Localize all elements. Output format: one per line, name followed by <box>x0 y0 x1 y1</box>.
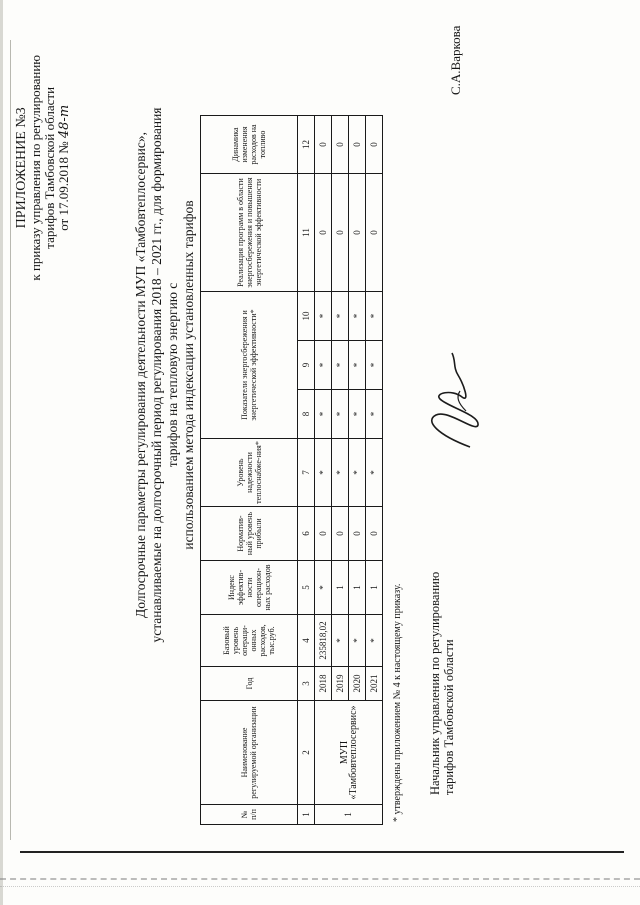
order-date: от 17.09.2018 № <box>56 141 71 231</box>
cell-profit: 0 <box>315 507 332 561</box>
cell-base: * <box>332 615 349 667</box>
appendix-header <box>15 55 72 281</box>
cell-energy-8: * <box>315 390 332 439</box>
signer-position-line-2: тарифов Тамбовской области <box>442 639 456 795</box>
title-line-3: использованием метода индексации установленных тарифов <box>181 200 196 550</box>
cell-fuel: 0 <box>315 116 332 174</box>
header-org: Наименование регулируемой организации <box>201 701 298 805</box>
cell-energy-9: * <box>315 341 332 390</box>
col-number: 9 <box>298 341 315 390</box>
cell-profit: 0 <box>332 507 349 561</box>
header-index: Индекс эффектив-ности операцион-ных расходов <box>201 561 298 615</box>
col-number: 11 <box>298 174 315 292</box>
cell-energy-10: * <box>366 292 383 341</box>
cell-program: 0 <box>315 174 332 292</box>
signer-position-line-1: Начальник управления по регулированию <box>428 571 442 795</box>
col-number: 7 <box>298 439 315 507</box>
scan-noise <box>0 878 640 880</box>
appendix-line-3 <box>57 55 72 281</box>
cell-energy-8: * <box>366 390 383 439</box>
header-program: Реализация программ в области энергосбережения и повышения энергетической эффективности <box>201 174 298 292</box>
cell-energy-10: * <box>332 292 349 341</box>
cell-profit: 0 <box>366 507 383 561</box>
cell-energy-9: * <box>366 341 383 390</box>
table-row <box>315 116 332 825</box>
cell-energy-8: * <box>332 390 349 439</box>
col-number: 5 <box>298 561 315 615</box>
cell-base: * <box>349 615 366 667</box>
col-number: 10 <box>298 292 315 341</box>
cell-year: 2018 <box>315 667 332 701</box>
appendix-title: ПРИЛОЖЕНИЕ №3 <box>14 107 29 229</box>
table-header-row <box>201 116 298 825</box>
cell-fuel: 0 <box>332 116 349 174</box>
org-name: МУП «Тамбовтеплосервис» <box>315 701 383 805</box>
col-number: 12 <box>298 116 315 174</box>
rotated-document-page <box>0 15 640 855</box>
cell-year: 2019 <box>332 667 349 701</box>
header-reliability: Уровень надежности теплоснабже-ния* <box>201 439 298 507</box>
cell-index: 1 <box>366 561 383 615</box>
cell-base: 235818,02 <box>315 615 332 667</box>
title-line-1: Долгосрочные параметры регулирования деятельности МУП «Тамбовтеплосервис», <box>133 131 148 619</box>
cell-base: * <box>366 615 383 667</box>
col-number: 4 <box>298 615 315 667</box>
appendix-line-1: к приказу управления по регулированию <box>28 55 43 281</box>
header-fuel: Динамика изменения расходов на топливо <box>201 116 298 174</box>
header-energy: Показатели энергосбережения и энергетической эффективности* <box>201 292 298 439</box>
cell-reliability: * <box>315 439 332 507</box>
signer-name: С.А.Варкова <box>448 25 463 95</box>
cell-energy-9: * <box>349 341 366 390</box>
header-year: Год <box>201 667 298 701</box>
cell-index: * <box>315 561 332 615</box>
cell-reliability: * <box>349 439 366 507</box>
cell-year: 2020 <box>349 667 366 701</box>
cell-year: 2021 <box>366 667 383 701</box>
cell-index: 1 <box>349 561 366 615</box>
cell-energy-10: * <box>315 292 332 341</box>
cell-profit: 0 <box>349 507 366 561</box>
cell-program: 0 <box>332 174 349 292</box>
cell-index: 1 <box>332 561 349 615</box>
col-number: 8 <box>298 390 315 439</box>
column-number-row <box>298 116 315 825</box>
footnote: * утверждены приложением № 4 к настоящему приказу. <box>392 583 403 822</box>
cell-program: 0 <box>366 174 383 292</box>
col-number: 2 <box>298 701 315 805</box>
parameters-table <box>200 115 383 825</box>
header-num: № п/п <box>201 805 298 825</box>
cell-energy-9: * <box>332 341 349 390</box>
cell-energy-10: * <box>349 292 366 341</box>
cell-energy-8: * <box>349 390 366 439</box>
scan-noise <box>0 886 640 887</box>
cell-reliability: * <box>332 439 349 507</box>
cell-fuel: 0 <box>349 116 366 174</box>
handwritten-signature <box>418 345 488 455</box>
scan-bottom-rule <box>20 851 624 853</box>
signer-position <box>428 572 456 795</box>
header-profit: Норматив-ный уровень прибыли <box>201 507 298 561</box>
col-number: 3 <box>298 667 315 701</box>
document-title <box>133 95 197 655</box>
cell-fuel: 0 <box>366 116 383 174</box>
cell-reliability: * <box>366 439 383 507</box>
header-base: Базовый уровень операци-онных расходов, тыс.руб. <box>201 615 298 667</box>
title-line-2: устанавливаемые на долгосрочный период регулирования 2018 – 2021 гг., для формирования тарифов на тепловую энергию с <box>149 107 180 643</box>
col-number: 1 <box>298 805 315 825</box>
appendix-line-2: тарифов Тамбовской области <box>42 86 57 249</box>
col-number: 6 <box>298 507 315 561</box>
order-number: 48-т <box>57 104 72 139</box>
cell-program: 0 <box>349 174 366 292</box>
row-number: 1 <box>315 805 383 825</box>
